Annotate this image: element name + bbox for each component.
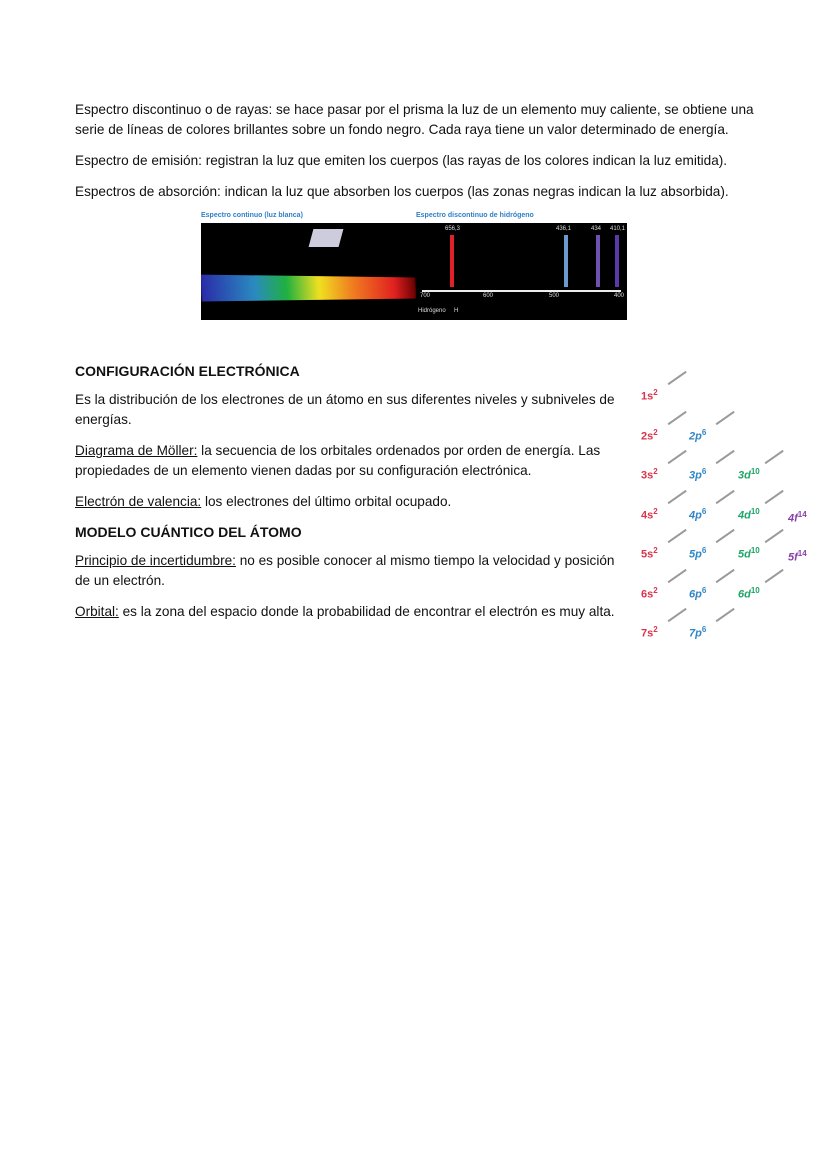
continuous-spectrum-image	[201, 223, 416, 320]
spectra-section	[75, 100, 765, 323]
orbital-4p: $4p^6$	[689, 506, 707, 522]
spectral-line-label: 410,1	[610, 226, 626, 232]
spectral-line-label: 434	[591, 226, 602, 232]
wavelength-axis	[422, 290, 621, 292]
term-valencia: Electrón de valencia:	[75, 494, 202, 509]
arrow-icon	[765, 489, 784, 503]
paragraph-espectro-discontinuo: Espectro discontinuo o de rayas: se hace pasar por el prisma la luz de un elemento muy caliente, se obtiene una serie de líneas de colores brillantes sobre un fondo negro. Cada raya tiene un valor determinado de energía.	[75, 102, 754, 137]
tick-label: 500	[549, 293, 560, 299]
arrow-icon	[668, 529, 687, 543]
spectral-line	[615, 235, 619, 287]
orbital-4d: $4d^{10}$	[738, 506, 760, 522]
arrow-icon	[668, 608, 687, 622]
spectral-line	[596, 235, 600, 287]
orbital-6s: $6s^2$	[641, 585, 658, 601]
rainbow-band	[201, 254, 416, 320]
prism-icon	[309, 229, 344, 247]
discontinuous-spectrum-caption: Espectro discontinuo de hidrógeno	[416, 212, 534, 219]
orbital-5p: $5p^6$	[689, 546, 707, 561]
paragraph-intro: Es la distribución de los electrones de un átomo en sus diferentes niveles y subniveles de energías.	[75, 392, 615, 427]
definition-moller: la secuencia de los orbitales ordenados por orden de energía. Las propiedades de un elemento vienen dadas por su configuración electrónica.	[75, 443, 601, 478]
spectral-line	[450, 235, 454, 287]
term-orbital: Orbital:	[75, 604, 119, 619]
arrow-icon	[716, 410, 735, 424]
orbital-1s: $1s^2$	[641, 388, 658, 403]
arrow-icon	[716, 529, 735, 543]
orbital-4f: $4f^{14}$	[788, 509, 807, 525]
arrow-icon	[668, 568, 687, 582]
orbital-5d: $5d^{10}$	[738, 546, 760, 561]
spectral-line-label: 656,3	[445, 226, 461, 232]
spectral-line-label: 436,1	[556, 226, 572, 232]
tick-label: 600	[483, 293, 494, 299]
arrow-icon	[668, 371, 687, 385]
element-label: Hidrógeno	[418, 308, 446, 314]
arrow-icon	[716, 489, 735, 503]
term-moller: Diagrama de Möller:	[75, 443, 198, 458]
arrow-icon	[765, 450, 784, 464]
orbital-5s: $5s^2$	[641, 546, 658, 561]
spectra-figure	[75, 211, 765, 323]
orbital-3d: $3d^{10}$	[738, 467, 760, 482]
orbital-3s: $3s^2$	[641, 467, 658, 482]
configuration-section	[75, 362, 630, 633]
paragraph-incertidumbre	[75, 551, 630, 591]
arrow-icon	[668, 410, 687, 424]
definition-orbital: es la zona del espacio donde la probabilidad de encontrar el electrón es muy alta.	[118, 604, 615, 619]
tick-label: 700	[420, 293, 431, 299]
spectral-line	[564, 235, 568, 287]
term-incertidumbre: Principio de incertidumbre:	[75, 553, 236, 568]
definition-valencia: los electrones del último orbital ocupado.	[201, 494, 452, 509]
tick-label: 400	[614, 293, 625, 299]
hydrogen-spectrum-image	[416, 223, 627, 320]
arrow-icon	[765, 529, 784, 543]
paragraph-orbital	[75, 602, 630, 622]
orbital-2s: $2s^2$	[641, 427, 658, 443]
paragraph-moller	[75, 441, 630, 481]
element-symbol: H	[454, 308, 459, 314]
orbital-7s: $7s^2$	[641, 625, 658, 640]
section-title-modelo-cuantico: MODELO CUÁNTICO DEL ÁTOMO	[75, 524, 302, 540]
continuous-spectrum-caption: Espectro continuo (luz blanca)	[201, 212, 303, 219]
paragraph-espectro-absorcion: Espectros de absorción: indican la luz que absorben los cuerpos (las zonas negras indican la luz absorbida).	[75, 184, 729, 199]
orbital-2p: $2p^6$	[689, 427, 707, 443]
arrow-icon	[716, 568, 735, 582]
orbital-7p: $7p^6$	[689, 625, 707, 640]
orbital-3p: $3p^6$	[689, 467, 707, 482]
paragraph-espectro-emision: Espectro de emisión: registran la luz que emiten los cuerpos (las rayas de los colores indican la luz emitida).	[75, 153, 728, 168]
arrow-icon	[765, 568, 784, 582]
definition-incertidumbre: no es posible conocer al mismo tiempo la velocidad y posición de un electrón.	[75, 553, 615, 588]
orbital-6p: $6p^6$	[689, 585, 707, 601]
orbital-6d: $6d^{10}$	[738, 585, 760, 601]
arrow-icon	[716, 450, 735, 464]
paragraph-valencia	[75, 492, 630, 512]
section-title-configuracion: CONFIGURACIÓN ELECTRÓNICA	[75, 363, 300, 379]
arrow-icon	[716, 608, 735, 622]
orbital-5f: $5f^{14}$	[788, 549, 807, 564]
arrow-icon	[668, 489, 687, 503]
arrow-icon	[668, 450, 687, 464]
orbital-4s: $4s^2$	[641, 506, 658, 522]
